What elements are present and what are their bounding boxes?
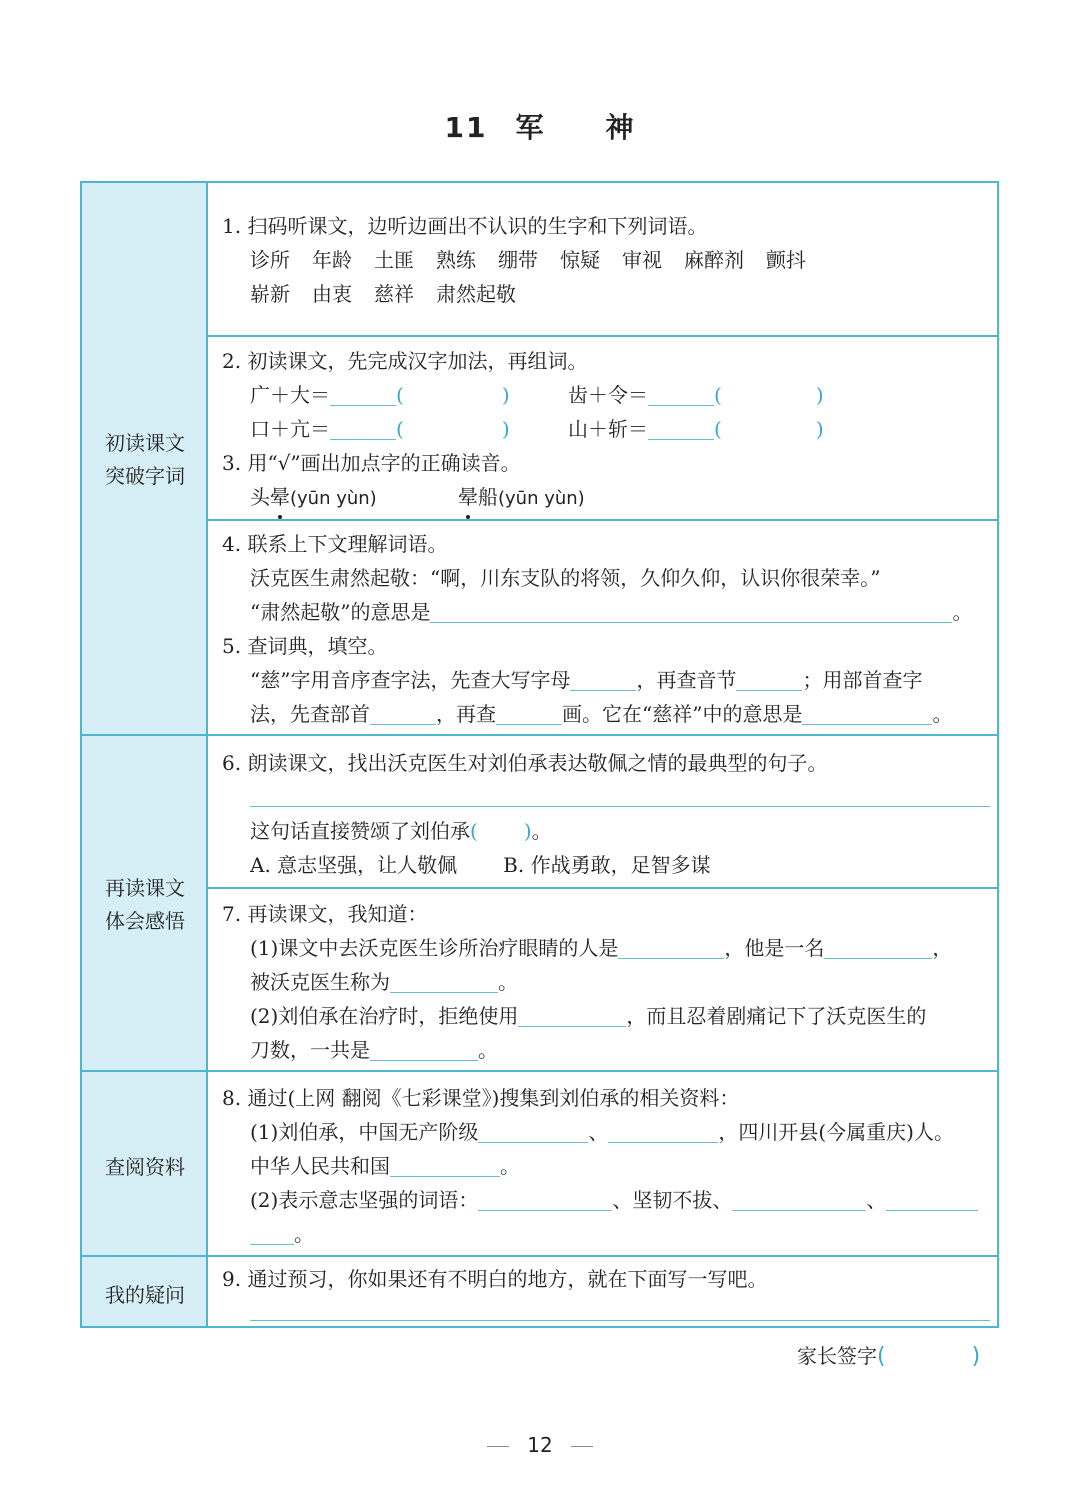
q6-option-b[interactable]: B. 作战勇敢，足智多谋 xyxy=(503,853,711,877)
lesson-number: 11 xyxy=(444,111,488,144)
q2-equation-2: 齿＋令＝ ( ) xyxy=(568,383,824,407)
q4-meaning: “肃然起敬”的意思是 。 xyxy=(250,600,973,624)
answer-blank[interactable] xyxy=(370,1038,478,1061)
answer-blank[interactable] xyxy=(370,702,436,725)
section-divider xyxy=(82,1070,997,1072)
q7-part-2b: 刀数，一共是 。 xyxy=(250,1038,498,1062)
answer-blank[interactable] xyxy=(496,702,562,725)
q6-answer-line[interactable] xyxy=(250,806,990,807)
divider xyxy=(208,887,997,889)
answer-blank[interactable] xyxy=(570,668,636,691)
q1-words-line1: 诊所 年龄 土匪 熟练 绷带 惊疑 审视 麻醉剂 颤抖 xyxy=(250,248,806,272)
q8-part-1a: (1)刘伯承，中国无产阶级 、 ，四川开县(今属重庆)人。 xyxy=(250,1120,954,1144)
answer-blank[interactable] xyxy=(886,1188,978,1211)
answer-blank[interactable] xyxy=(478,1120,588,1143)
q7-part-2a: (2)刘伯承在治疗时，拒绝使用 ，而且忍着剧痛记下了沃克医生的 xyxy=(250,1004,927,1028)
q5-line-1: “慈”字用音序查字法，先查大写字母 ，再查音节 ；用部首查字 xyxy=(250,668,923,692)
q6-option-a[interactable]: A. 意志坚强，让人敬佩 xyxy=(250,853,458,877)
answer-blank[interactable] xyxy=(518,1004,626,1027)
answer-blank[interactable] xyxy=(732,1188,866,1211)
answer-blank[interactable] xyxy=(250,1222,294,1245)
q3-item-1[interactable]: 头晕(yūn yùn) xyxy=(250,485,377,509)
section-label-1: 初读课文 突破字词 xyxy=(105,431,185,488)
q9-prompt: 9. 通过预习，你如果还有不明白的地方，就在下面写一写吧。 xyxy=(222,1267,768,1291)
q5-line-2: 法，先查部首 ，再查 画。它在“慈祥”中的意思是 。 xyxy=(250,702,953,726)
q2-prompt: 2. 初读课文，先完成汉字加法，再组词。 xyxy=(222,349,588,373)
answer-blank[interactable] xyxy=(330,383,396,406)
q3-prompt: 3. 用“√”画出加点字的正确读音。 xyxy=(222,451,521,475)
q1-words-line2: 崭新 由衷 慈祥 肃然起敬 xyxy=(250,282,516,306)
page-title xyxy=(0,106,1080,146)
parent-signature: 家长签字( ) xyxy=(797,1344,981,1369)
q4-quote: 沃克医生肃然起敬：“啊，川东支队的将领，久仰久仰，认识你很荣幸。” xyxy=(250,566,881,590)
q6-prompt: 6. 朗读课文，找出沃克医生对刘伯承表达敬佩之情的最典型的句子。 xyxy=(222,751,828,775)
divider xyxy=(208,335,997,337)
title-char-2: 神 xyxy=(605,111,636,144)
divider xyxy=(208,519,997,521)
answer-blank[interactable] xyxy=(478,1188,612,1211)
section-label-column xyxy=(82,183,208,1326)
answer-blank[interactable] xyxy=(608,1120,718,1143)
q8-part-2b: 。 xyxy=(250,1220,314,1248)
answer-blank[interactable] xyxy=(390,970,498,993)
q8-part-2a: (2)表示意志坚强的词语： 、坚韧不拔、 、 xyxy=(250,1186,978,1214)
section-divider xyxy=(82,1255,997,1257)
answer-blank[interactable] xyxy=(648,383,714,406)
answer-blank[interactable] xyxy=(618,936,724,959)
q6-options xyxy=(250,851,711,879)
q8-part-1b: 中华人民共和国 。 xyxy=(250,1154,520,1178)
q7-prompt: 7. 再读课文，我知道： xyxy=(222,902,428,926)
answer-blank[interactable] xyxy=(648,417,714,440)
q6-praise: 这句话直接赞颂了刘伯承( )。 xyxy=(250,819,552,843)
q2-equation-3: 口＋亢＝ ( ) xyxy=(250,417,510,441)
answer-blank[interactable] xyxy=(736,668,802,691)
answer-blank[interactable] xyxy=(802,702,932,725)
section-label-3: 查阅资料 xyxy=(105,1155,185,1179)
answer-blank[interactable] xyxy=(430,600,952,623)
section-label-4: 我的疑问 xyxy=(105,1283,185,1307)
q3-item-2[interactable]: 晕船(yūn yùn) xyxy=(458,485,585,509)
worksheet-table xyxy=(80,181,999,1328)
answer-blank[interactable] xyxy=(390,1154,500,1177)
q1-prompt: 1. 扫码听课文，边听边画出不认识的生字和下列词语。 xyxy=(222,214,708,238)
q7-part-1a: (1)课文中去沃克医生诊所治疗眼睛的人是 ，他是一名 ， xyxy=(250,936,953,960)
q5-prompt: 5. 查词典，填空。 xyxy=(222,634,388,658)
section-divider xyxy=(82,734,997,736)
page-number: 12 xyxy=(0,1433,1080,1457)
q2-equation-1: 广＋大＝ ( ) xyxy=(250,383,510,407)
q8-prompt: 8. 通过(上网 翻阅《七彩课堂》)搜集到刘伯承的相关资料： xyxy=(222,1086,740,1110)
q9-answer-line[interactable] xyxy=(250,1320,990,1321)
title-char-1: 军 xyxy=(515,111,546,144)
q4-prompt: 4. 联系上下文理解词语。 xyxy=(222,532,448,556)
q7-part-1b: 被沃克医生称为 。 xyxy=(250,970,518,994)
section-label-2: 再读课文 体会感悟 xyxy=(105,876,185,933)
answer-blank[interactable] xyxy=(330,417,396,440)
q2-equation-4: 山＋斩＝ ( ) xyxy=(568,417,824,441)
answer-blank[interactable] xyxy=(824,936,932,959)
